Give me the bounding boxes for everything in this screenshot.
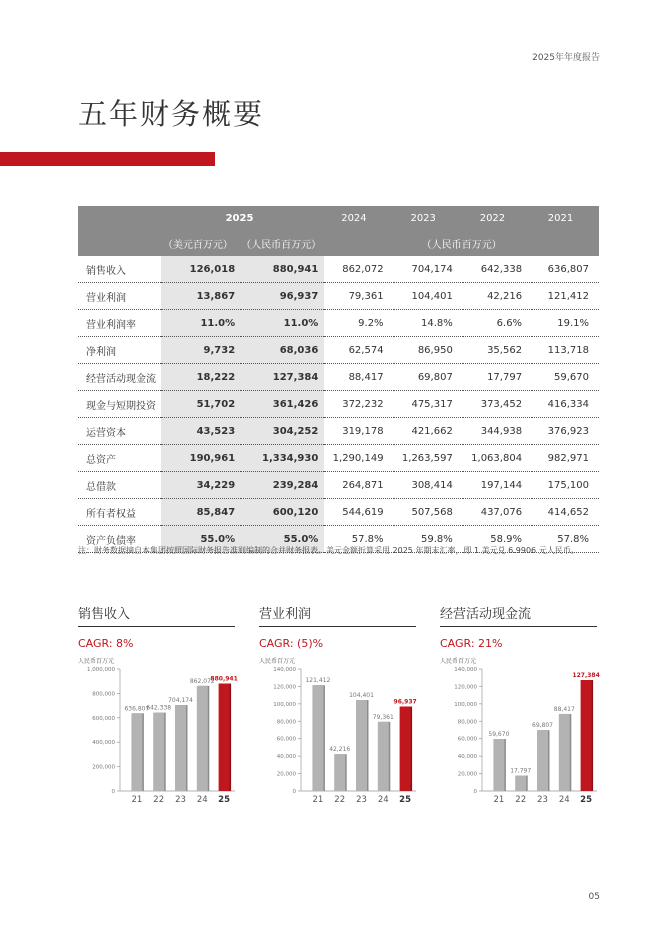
y-tick-label: 200,000 [92,764,115,771]
cell-2025-rmb: 55.0% [241,526,324,553]
table-row [78,445,599,472]
bar [400,707,411,791]
row-label: 运营资本 [78,418,161,445]
cell-2025-rmb: 1,334,930 [241,445,324,472]
header-year-2025: 2025 [161,206,325,231]
cell-y2022: 17,797 [463,364,532,391]
chart-title: 销售收入 [78,603,235,627]
x-tick-label: 22 [515,795,527,805]
data-label: 59,670 [488,731,510,739]
x-tick-label: 21 [131,795,143,805]
cell-y2024: 264,871 [324,472,393,499]
chart-unit-label: 人民币百万元 [440,658,477,665]
cell-y2021: 113,718 [532,337,599,364]
report-header: 2025年年度报告 [532,53,600,63]
bar [493,739,504,791]
bar [515,775,526,791]
x-tick-label: 24 [377,795,389,805]
header-year: 2022 [463,206,532,231]
row-label: 销售收入 [78,256,161,283]
cell-y2021: 59,670 [532,364,599,391]
table-row [78,418,599,445]
chart-plot [78,665,238,810]
cell-2025-usd: 18,222 [161,364,241,391]
row-label: 现金与短期投资 [78,391,161,418]
cell-2025-usd: 85,847 [161,499,241,526]
bar [131,713,142,791]
row-label: 总资产 [78,445,161,472]
cell-2025-usd: 13,867 [161,283,241,310]
cell-y2021: 982,971 [532,445,599,472]
header-unit-rmb: （人民币百万元） [241,231,324,256]
chart-title: 营业利润 [259,603,416,627]
bar [378,722,389,791]
cell-y2024: 1,290,149 [324,445,393,472]
header-year: 2024 [324,206,393,231]
cell-2025-rmb: 304,252 [241,418,324,445]
cell-2025-rmb: 127,384 [241,364,324,391]
accent-bar [0,152,215,166]
chart-cagr: CAGR: 8% [78,637,134,650]
page-title: 五年财务概要 [78,97,265,131]
header-unit-usd: （美元百万元） [161,231,241,256]
y-tick-label: 60,000 [457,736,477,743]
cell-y2021: 175,100 [532,472,599,499]
cell-2025-usd: 190,961 [161,445,241,472]
cell-2025-usd: 9,732 [161,337,241,364]
table-row [78,499,599,526]
header-unit-rmb-others: （人民币百万元） [324,231,599,256]
cell-y2022: 58.9% [463,526,532,553]
cell-y2022: 42,216 [463,283,532,310]
bar [559,714,570,791]
row-label: 资产负债率 [78,526,161,553]
cell-y2021: 414,652 [532,499,599,526]
y-tick-label: 40,000 [457,754,477,761]
data-label: 17,797 [510,767,532,775]
x-tick-label: 23 [356,795,367,805]
table-row [78,364,599,391]
bar [581,680,592,791]
y-tick-label: 800,000 [92,691,115,698]
cell-y2023: 1,263,597 [394,445,463,472]
y-tick-label: 0 [111,789,115,795]
cell-y2023: 104,401 [394,283,463,310]
page-number: 05 [588,892,600,902]
bar [356,700,367,791]
cell-y2023: 475,317 [394,391,463,418]
cell-y2022: 437,076 [463,499,532,526]
cell-2025-usd: 55.0% [161,526,241,553]
cell-2025-usd: 43,523 [161,418,241,445]
bar [175,705,186,791]
x-tick-label: 23 [175,795,186,805]
cell-y2023: 421,662 [394,418,463,445]
y-tick-label: 600,000 [92,715,115,722]
cell-y2024: 544,619 [324,499,393,526]
cell-y2022: 344,938 [463,418,532,445]
table-row [78,472,599,499]
bar [153,713,164,791]
y-tick-label: 60,000 [276,736,296,743]
data-label: 880,941 [210,675,238,683]
data-label: 704,174 [168,697,193,705]
y-tick-label: 20,000 [276,771,296,778]
cell-y2024: 88,417 [324,364,393,391]
row-label: 营业利润 [78,283,161,310]
cell-2025-usd: 11.0% [161,310,241,337]
y-tick-label: 0 [473,789,477,795]
chart-cagr: CAGR: 21% [440,637,503,650]
table-row [78,310,599,337]
header-blank [78,231,161,256]
data-label: 79,361 [372,713,394,721]
cell-2025-rmb: 96,937 [241,283,324,310]
y-tick-label: 140,000 [273,667,296,673]
y-tick-label: 120,000 [454,684,477,691]
y-tick-label: 40,000 [276,754,296,761]
cell-y2021: 636,807 [532,256,599,283]
cell-2025-rmb: 239,284 [241,472,324,499]
financial-summary-table [78,206,599,553]
header-year: 2023 [394,206,463,231]
cell-y2024: 372,232 [324,391,393,418]
cell-y2022: 1,063,804 [463,445,532,472]
cell-y2022: 197,144 [463,472,532,499]
row-label: 总借款 [78,472,161,499]
cell-2025-rmb: 361,426 [241,391,324,418]
table-row [78,256,599,283]
cell-2025-rmb: 880,941 [241,256,324,283]
cell-y2022: 6.6% [463,310,532,337]
cell-y2021: 57.8% [532,526,599,553]
data-label: 96,937 [393,698,417,706]
cell-2025-rmb: 600,120 [241,499,324,526]
y-tick-label: 80,000 [276,719,296,726]
x-tick-label: 23 [537,795,548,805]
header-year: 2021 [532,206,599,231]
cell-y2024: 319,178 [324,418,393,445]
row-label: 经营活动现金流 [78,364,161,391]
cell-2025-rmb: 68,036 [241,337,324,364]
x-tick-label: 24 [196,795,208,805]
cell-y2023: 14.8% [394,310,463,337]
x-tick-label: 22 [334,795,346,805]
x-tick-label: 21 [312,795,324,805]
chart-operating-profit [259,603,417,805]
cell-y2021: 416,334 [532,391,599,418]
table-header-years [78,206,599,231]
cell-y2021: 121,412 [532,283,599,310]
cell-y2022: 373,452 [463,391,532,418]
cell-y2024: 62,574 [324,337,393,364]
cell-y2024: 57.8% [324,526,393,553]
cell-y2022: 35,562 [463,337,532,364]
cell-y2024: 9.2% [324,310,393,337]
x-tick-label: 25 [218,795,231,805]
chart-title: 经营活动现金流 [440,603,597,627]
y-tick-label: 140,000 [454,667,477,673]
y-tick-label: 1,000,000 [87,667,115,673]
data-label: 88,417 [553,705,575,713]
y-tick-label: 100,000 [273,701,296,708]
data-label: 862,072 [189,677,215,685]
x-tick-label: 25 [580,795,593,805]
cell-y2023: 704,174 [394,256,463,283]
data-label: 42,216 [329,746,351,754]
y-tick-label: 100,000 [454,701,477,708]
cell-2025-usd: 126,018 [161,256,241,283]
x-tick-label: 21 [493,795,505,805]
x-tick-label: 24 [558,795,570,805]
chart-unit-label: 人民币百万元 [78,658,115,665]
row-label: 营业利润率 [78,310,161,337]
row-label: 所有者权益 [78,499,161,526]
cell-y2023: 308,414 [394,472,463,499]
data-label: 636,807 [124,705,150,713]
row-label: 净利润 [78,337,161,364]
cell-y2021: 376,923 [532,418,599,445]
y-tick-label: 20,000 [457,771,477,778]
cell-y2023: 59.8% [394,526,463,553]
bar [312,685,323,791]
cell-2025-usd: 34,229 [161,472,241,499]
bar [197,686,208,791]
chart-cagr: CAGR: (5)% [259,637,324,650]
cell-y2024: 862,072 [324,256,393,283]
table-header-units [78,231,599,256]
table-row [78,391,599,418]
chart-sales-revenue [78,603,238,805]
y-tick-label: 0 [292,789,296,795]
cell-y2021: 19.1% [532,310,599,337]
bar [334,754,345,791]
cell-y2022: 642,338 [463,256,532,283]
x-tick-label: 22 [153,795,165,805]
chart-plot [259,665,416,810]
y-tick-label: 120,000 [273,684,296,691]
y-tick-label: 80,000 [457,719,477,726]
cell-y2023: 86,950 [394,337,463,364]
chart-operating-cash-flow [440,603,600,805]
data-label: 127,384 [572,671,600,679]
data-label: 121,412 [305,677,331,685]
cell-y2023: 69,807 [394,364,463,391]
chart-plot [440,665,600,810]
x-tick-label: 25 [399,795,412,805]
header-blank [78,206,161,231]
data-label: 642,338 [146,704,172,712]
bar [537,730,548,791]
cell-y2023: 507,568 [394,499,463,526]
y-tick-label: 400,000 [92,740,115,747]
cell-y2024: 79,361 [324,283,393,310]
data-label: 69,807 [532,722,553,730]
cell-2025-rmb: 11.0% [241,310,324,337]
table-row [78,283,599,310]
footnote: 注：财务数据摘自本集团按照国际财务报告准则编制的合并财务报表。美元金额折算采用 2025 年期末汇率，即 1 美元兑 6.9906 元人民币。 [78,546,579,555]
data-label: 104,401 [349,692,374,700]
bar [219,684,230,791]
chart-unit-label: 人民币百万元 [259,658,296,665]
table-row [78,337,599,364]
cell-2025-usd: 51,702 [161,391,241,418]
